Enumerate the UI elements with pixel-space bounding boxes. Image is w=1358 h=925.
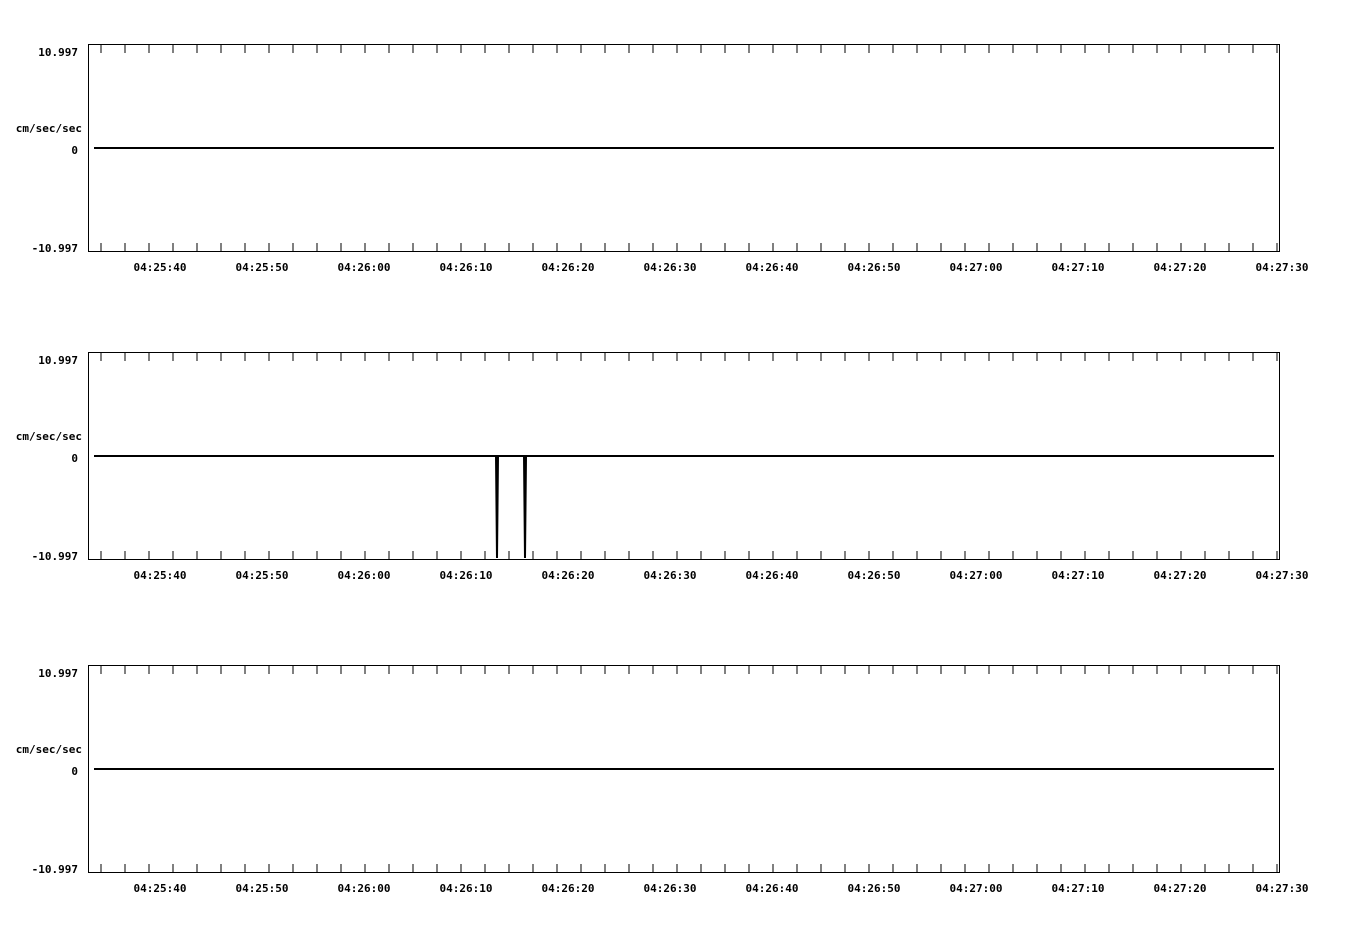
panel-hne-xtick-9: 04:27:10 xyxy=(1051,261,1105,274)
panel-hne-xtick-8: 04:27:00 xyxy=(949,261,1003,274)
panel-hnz-xtick-7: 04:26:50 xyxy=(847,882,901,895)
panel-hne-xtick-5: 04:26:30 xyxy=(643,261,697,274)
panel-hnz-xtick-5: 04:26:30 xyxy=(643,882,697,895)
panel-hnz xyxy=(0,612,1358,912)
panel-hne-xtick-11: 04:27:30 xyxy=(1255,261,1309,274)
panel-hnn-ytick-max: 10.997 xyxy=(38,354,78,367)
panel-hnz-xtick-8: 04:27:00 xyxy=(949,882,1003,895)
panel-hnn-yaxis-units: cm/sec/sec xyxy=(15,430,82,443)
panel-hne-ytick-min: -10.997 xyxy=(31,242,78,255)
panel-hne-yaxis-units: cm/sec/sec xyxy=(15,122,82,135)
panel-hne-ytick-zero: 0 xyxy=(71,144,78,157)
panel-hnz-xtick-0: 04:25:40 xyxy=(133,882,187,895)
panel-hnz-ytick-max: 10.997 xyxy=(38,667,78,680)
panel-hne-xtick-10: 04:27:20 xyxy=(1153,261,1207,274)
panel-hnn-xtick-3: 04:26:10 xyxy=(439,569,493,582)
panel-hnn-xtick-1: 04:25:50 xyxy=(235,569,289,582)
panel-hnz-xtick-6: 04:26:40 xyxy=(745,882,799,895)
panel-hnn-xtick-11: 04:27:30 xyxy=(1255,569,1309,582)
panel-hnz-xtick-3: 04:26:10 xyxy=(439,882,493,895)
panel-hnz-xtick-11: 04:27:30 xyxy=(1255,882,1309,895)
panel-hnn-xtick-9: 04:27:10 xyxy=(1051,569,1105,582)
panel-hne xyxy=(0,0,1358,300)
panel-hnz-ytick-zero: 0 xyxy=(71,765,78,778)
panel-hne-ytick-max: 10.997 xyxy=(38,46,78,59)
panel-hnn-ytick-min: -10.997 xyxy=(31,550,78,563)
panel-hnz-yaxis-units: cm/sec/sec xyxy=(15,743,82,756)
panel-hnz-xtick-4: 04:26:20 xyxy=(541,882,595,895)
panel-hnn-xtick-10: 04:27:20 xyxy=(1153,569,1207,582)
panel-hne-xtick-3: 04:26:10 xyxy=(439,261,493,274)
panel-hnz-xtick-10: 04:27:20 xyxy=(1153,882,1207,895)
panel-hnn-ytick-zero: 0 xyxy=(71,452,78,465)
panel-hne-xtick-6: 04:26:40 xyxy=(745,261,799,274)
panel-hnz-xtick-1: 04:25:50 xyxy=(235,882,289,895)
panel-hne-xtick-1: 04:25:50 xyxy=(235,261,289,274)
panel-hnz-xtick-9: 04:27:10 xyxy=(1051,882,1105,895)
panel-hne-xtick-4: 04:26:20 xyxy=(541,261,595,274)
panel-hnn-xtick-5: 04:26:30 xyxy=(643,569,697,582)
panel-hnz-ytick-min: -10.997 xyxy=(31,863,78,876)
panel-hnn-xtick-4: 04:26:20 xyxy=(541,569,595,582)
panel-hnn-xtick-2: 04:26:00 xyxy=(337,569,391,582)
panel-hnn xyxy=(0,306,1358,606)
panel-hnn-xtick-0: 04:25:40 xyxy=(133,569,187,582)
panel-hnz-xtick-2: 04:26:00 xyxy=(337,882,391,895)
panel-hnn-xtick-7: 04:26:50 xyxy=(847,569,901,582)
panel-hne-xtick-2: 04:26:00 xyxy=(337,261,391,274)
panel-hnn-xtick-8: 04:27:00 xyxy=(949,569,1003,582)
panel-hne-xtick-0: 04:25:40 xyxy=(133,261,187,274)
panel-hne-xtick-7: 04:26:50 xyxy=(847,261,901,274)
panel-hnn-xtick-6: 04:26:40 xyxy=(745,569,799,582)
